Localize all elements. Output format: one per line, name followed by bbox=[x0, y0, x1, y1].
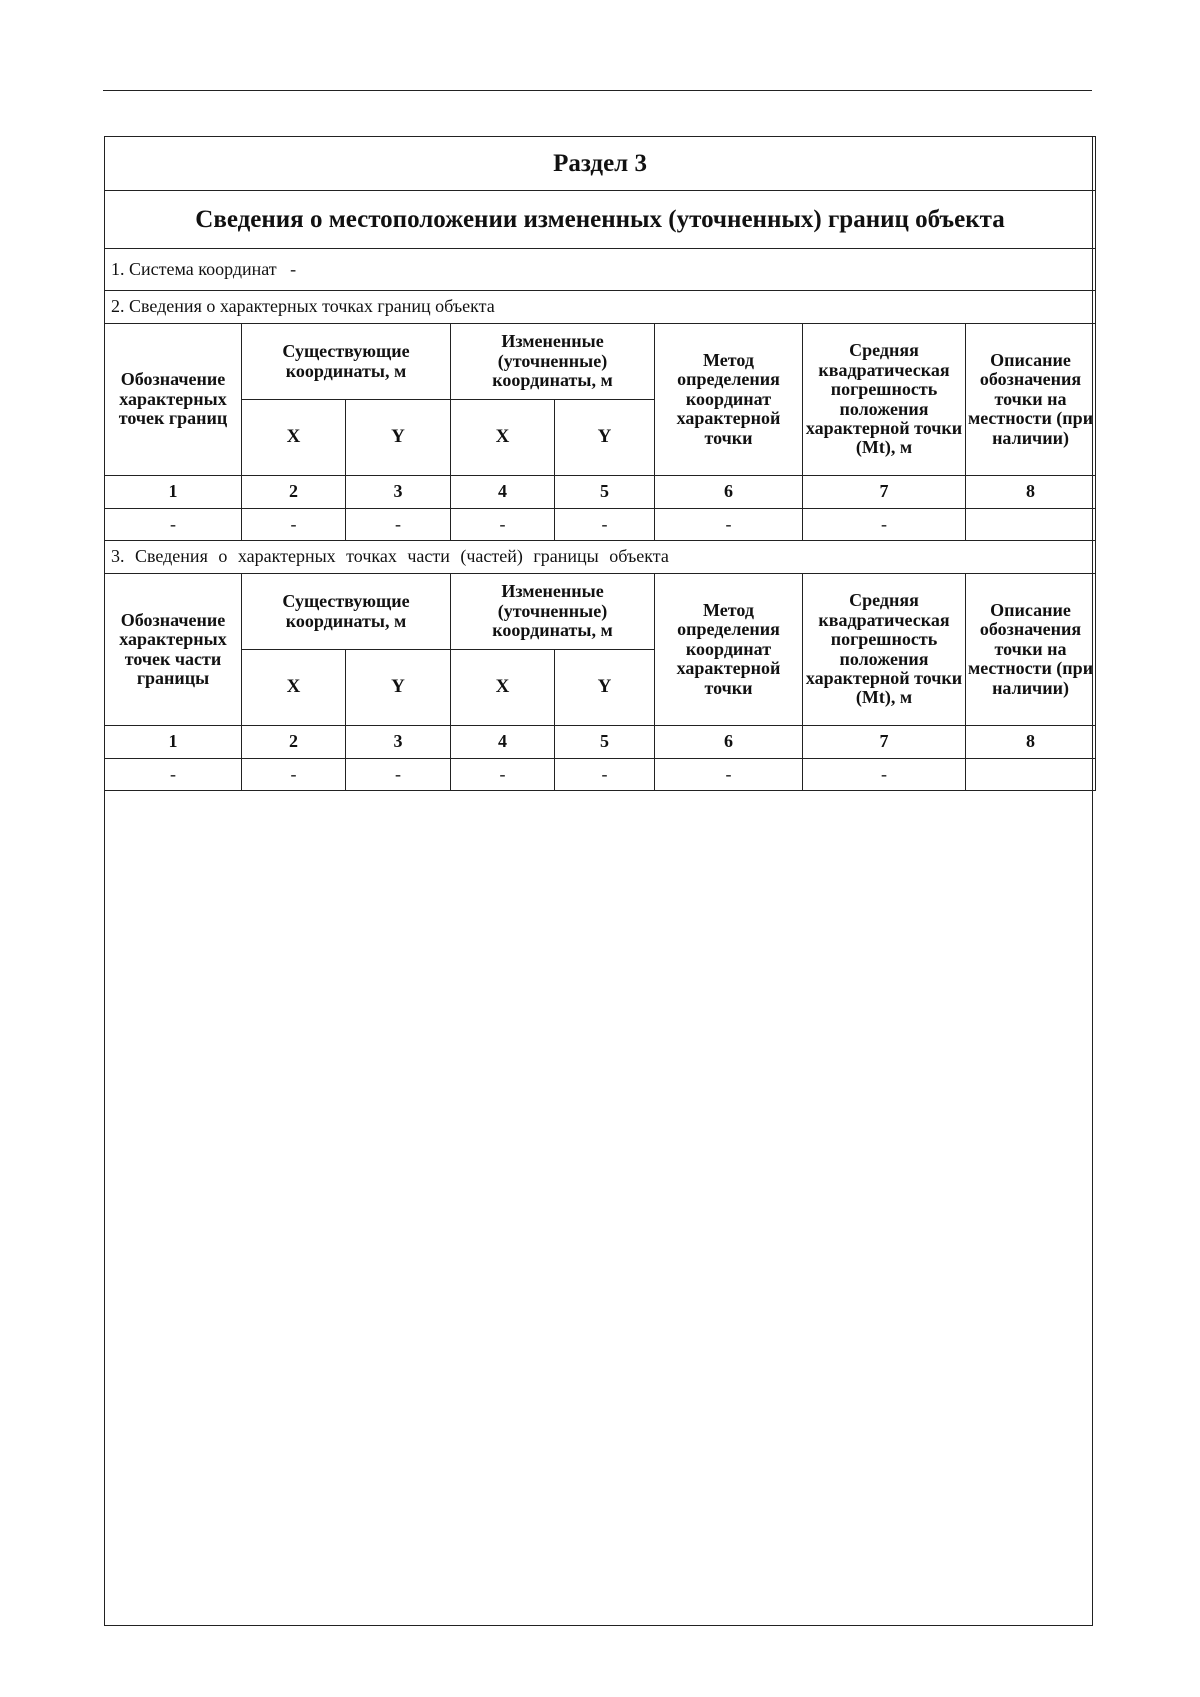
table1-num: 4 bbox=[451, 476, 555, 509]
table2-num: 8 bbox=[966, 726, 1096, 759]
table2-num: 2 bbox=[242, 726, 346, 759]
table2-num: 4 bbox=[451, 726, 555, 759]
table1-sub-x-existing: X bbox=[242, 400, 346, 476]
table2-cell: - bbox=[655, 759, 803, 791]
table2-row bbox=[105, 759, 1096, 791]
table1-col-error: Средняя квадратическая погрешность положения характерной точки (Mt), м bbox=[803, 324, 966, 476]
section-3-table bbox=[104, 136, 1096, 791]
table2-col-desc: Описание обозначения точки на местности (при наличии) bbox=[966, 574, 1096, 726]
table2-heading: 3. Сведения о характерных точках части (частей) границы объекта bbox=[105, 541, 1096, 574]
table2-col-existing: Существующие координаты, м bbox=[242, 574, 451, 650]
table1-number-row bbox=[105, 476, 1096, 509]
table2-num: 6 bbox=[655, 726, 803, 759]
table1-cell: - bbox=[803, 509, 966, 541]
table1-cell: - bbox=[555, 509, 655, 541]
table2-sub-y-existing: Y bbox=[346, 650, 451, 726]
table2-cell: - bbox=[105, 759, 242, 791]
table2-num: 1 bbox=[105, 726, 242, 759]
table1-cell: - bbox=[242, 509, 346, 541]
table1-cell: - bbox=[451, 509, 555, 541]
table2-cell: - bbox=[242, 759, 346, 791]
coord-system-value: - bbox=[290, 258, 297, 279]
table2-col-changed: Измененные (уточненные) координаты, м bbox=[451, 574, 655, 650]
section-subtitle: Сведения о местоположении измененных (уточненных) границ объекта bbox=[105, 191, 1096, 249]
table1-num: 7 bbox=[803, 476, 966, 509]
table2-sub-x-changed: X bbox=[451, 650, 555, 726]
table1-row bbox=[105, 509, 1096, 541]
table2-cell: - bbox=[451, 759, 555, 791]
table1-num: 5 bbox=[555, 476, 655, 509]
table1-num: 8 bbox=[966, 476, 1096, 509]
table2-num: 5 bbox=[555, 726, 655, 759]
table1-cell: - bbox=[346, 509, 451, 541]
table2-cell: - bbox=[346, 759, 451, 791]
table1-num: 6 bbox=[655, 476, 803, 509]
table2-sub-x-existing: X bbox=[242, 650, 346, 726]
table1-col-existing: Существующие координаты, м bbox=[242, 324, 451, 400]
table2-num: 7 bbox=[803, 726, 966, 759]
table2-num: 3 bbox=[346, 726, 451, 759]
table2-cell: - bbox=[555, 759, 655, 791]
table2-col-point: Обозначение характерных точек части границы bbox=[105, 574, 242, 726]
table1-heading: 2. Сведения о характерных точках границ объекта bbox=[105, 291, 1096, 324]
table2-col-error: Средняя квадратическая погрешность положения характерной точки (Mt), м bbox=[803, 574, 966, 726]
table1-sub-y-changed: Y bbox=[555, 400, 655, 476]
table1-col-changed: Измененные (уточненные) координаты, м bbox=[451, 324, 655, 400]
table2-cell: - bbox=[803, 759, 966, 791]
table1-col-point: Обозначение характерных точек границ bbox=[105, 324, 242, 476]
table1-sub-y-existing: Y bbox=[346, 400, 451, 476]
table2-number-row bbox=[105, 726, 1096, 759]
table1-col-desc: Описание обозначения точки на местности (при наличии) bbox=[966, 324, 1096, 476]
table1-cell: - bbox=[105, 509, 242, 541]
table2-sub-y-changed: Y bbox=[555, 650, 655, 726]
table1-col-method: Метод определения координат характерной точки bbox=[655, 324, 803, 476]
table1-sub-x-changed: X bbox=[451, 400, 555, 476]
coord-system-label: 1. Система координат bbox=[111, 258, 277, 279]
coord-system-row bbox=[105, 249, 1096, 291]
table1-num: 3 bbox=[346, 476, 451, 509]
top-rule bbox=[103, 90, 1092, 91]
table1-num: 1 bbox=[105, 476, 242, 509]
table1-cell: - bbox=[655, 509, 803, 541]
table2-cell bbox=[966, 759, 1096, 791]
section-title: Раздел 3 bbox=[105, 137, 1096, 191]
table1-num: 2 bbox=[242, 476, 346, 509]
table1-cell bbox=[966, 509, 1096, 541]
table2-col-method: Метод определения координат характерной точки bbox=[655, 574, 803, 726]
